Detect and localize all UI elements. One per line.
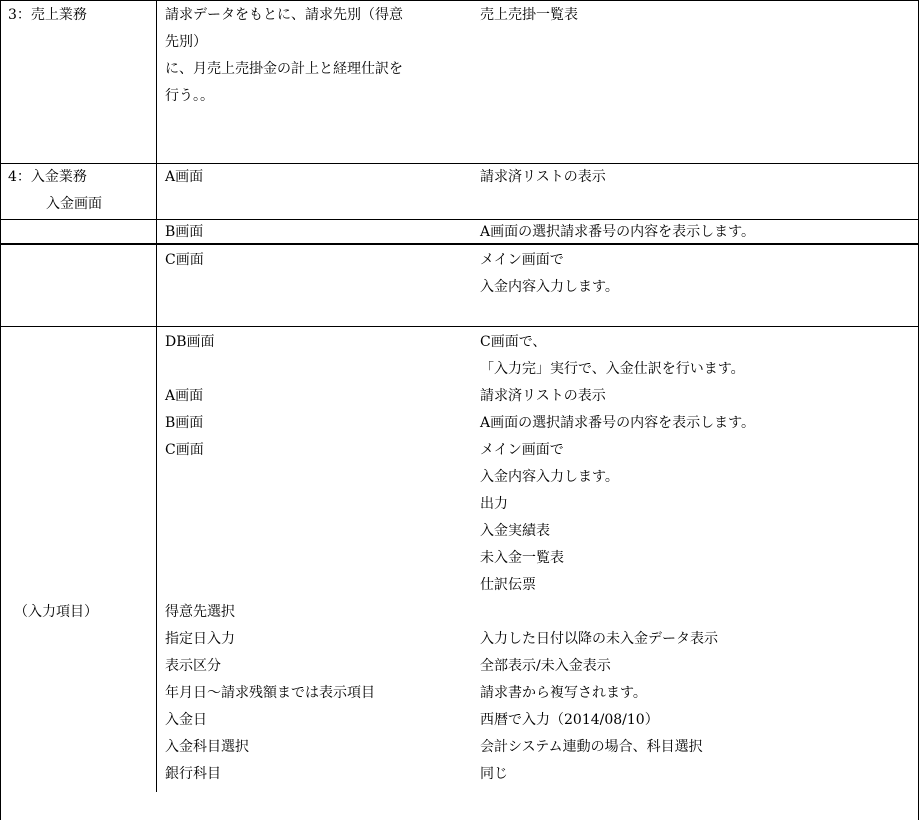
input-item: 入金科目選択 [165,739,249,755]
detail-desc: 未入金一覧表 [480,550,564,566]
sales-desc-line: 請求データをもとに、請求先別（得意 [165,7,403,23]
sales-desc-line: 先別） [165,34,207,50]
sales-output: 売上売掛一覧表 [480,7,578,23]
input-item: 指定日入力 [165,631,235,647]
rule [0,219,919,220]
payment-desc: 請求済リストの表示 [480,169,606,185]
input-item: 得意先選択 [165,604,235,620]
detail-desc: 請求済リストの表示 [480,388,606,404]
input-item: 年月日～請求残額までは表示項目 [165,685,375,701]
rule [0,0,1,820]
detail-desc: 出力 [480,496,508,512]
input-item: 入金日 [165,712,207,728]
input-item: 銀行科目 [165,766,221,782]
rule [0,0,919,1]
detail-desc: C画面で、 [480,334,547,350]
payment-sublabel: 入金画面 [46,196,102,212]
payment-screen: A画面 [165,169,204,185]
payment-label: 4：入金業務 [8,169,87,185]
screen-c-label: C画面 [165,252,204,268]
sales-desc-line: に、月売上売掛金の計上と経理仕訳を [165,61,403,77]
sales-label: 3：売上業務 [8,7,87,23]
input-item-desc: 同じ [480,766,508,782]
input-item-desc: 西暦で入力（2014/08/10） [480,712,659,728]
input-item: 表示区分 [165,658,221,674]
detail-desc: 仕訳伝票 [480,577,536,593]
sales-desc-line: 行う。。 [165,88,214,104]
detail-desc: 入金実績表 [480,523,550,539]
detail-screen: A画面 [165,388,204,404]
rule [156,0,157,792]
rule [0,326,919,327]
detail-screen: B画面 [165,415,204,431]
screen-b-label: B画面 [165,224,204,240]
input-item-desc: 会計システム連動の場合、科目選択 [480,739,703,755]
detail-desc: 「入力完」実行で、入金仕訳を行います。 [480,361,745,377]
detail-desc: A画面の選択請求番号の内容を表示します。 [480,415,755,431]
input-items-label: （入力項目） [14,604,98,620]
detail-desc: 入金内容入力します。 [480,469,619,485]
screen-c-desc-line: メイン画面で [480,252,564,268]
input-item-desc: 全部表示/未入金表示 [480,658,611,674]
screen-c-desc-line: 入金内容入力します。 [480,279,619,295]
screen-b-desc: A画面の選択請求番号の内容を表示します。 [480,224,755,240]
rule [0,243,919,245]
detail-screen: C画面 [165,442,204,458]
detail-desc: メイン画面で [480,442,564,458]
detail-screen: DB画面 [165,334,215,350]
rule [0,163,919,164]
input-item-desc: 請求書から複写されます。 [480,685,647,701]
input-item-desc: 入力した日付以降の未入金データ表示 [480,631,718,647]
